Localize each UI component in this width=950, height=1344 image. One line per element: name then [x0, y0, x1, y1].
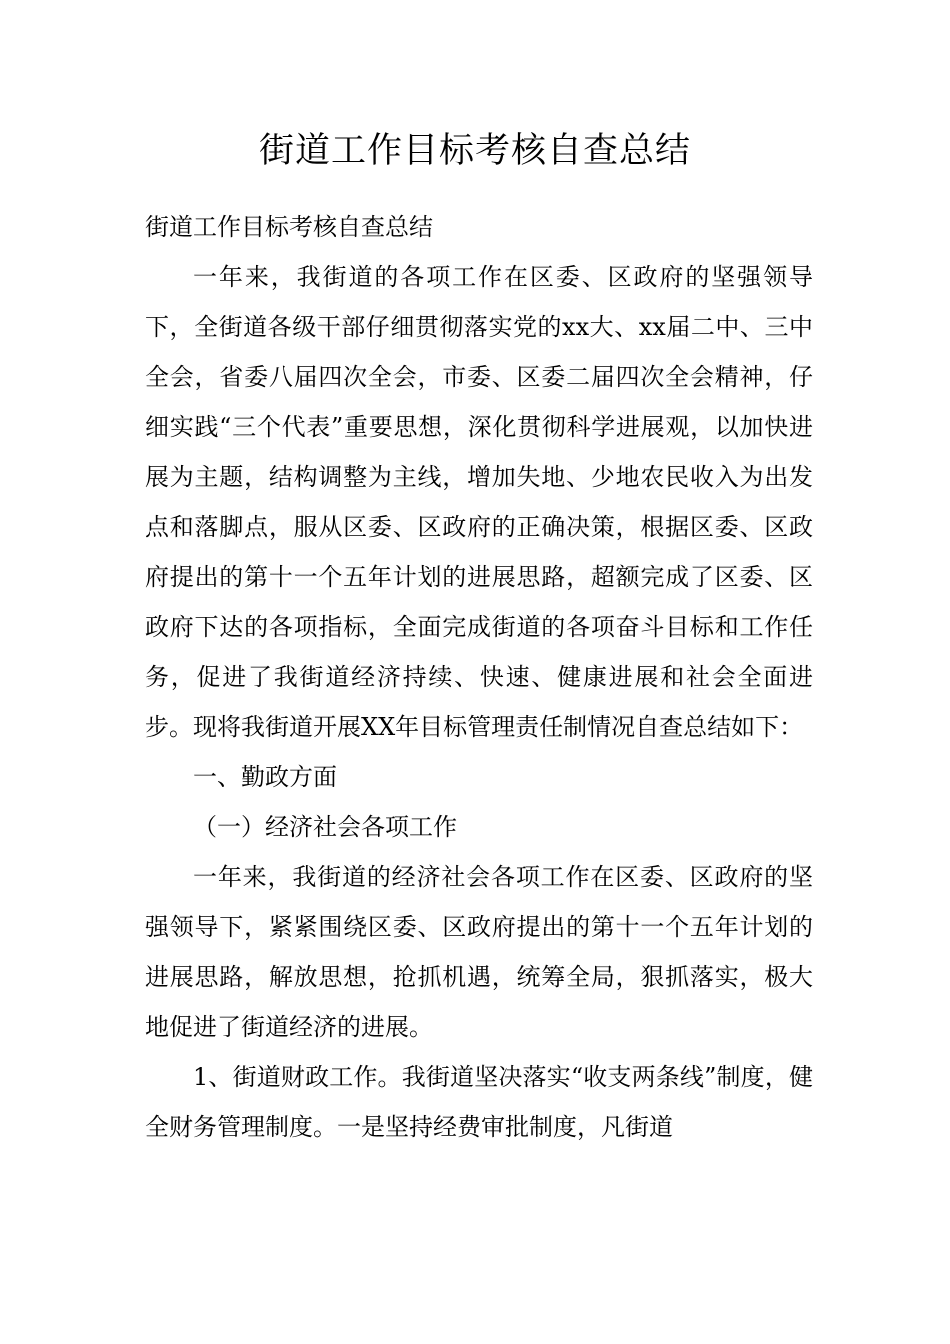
document-title: 街道工作目标考核自查总结: [258, 131, 691, 171]
intro-paragraph: 一年来，我街道的各项工作在区委、区政府的坚强领导下，全街道各级干部仔细贯彻落实党的xx大、xx届二中、三中全会，省委八届四次全会，市委、区委二届四次全会精神，仔细实践“三个代表”重要思想，深化贯彻科学进展观，以加快进展为主题，结构调整为主线，增加失地、少地农民收入为出发点和落脚点，服从区委、区政府的正确决策，根据区委、区政府提出的第十一个五年计划的进展思路，超额完成了区委、区政府下达的各项指标，全面完成街道的各项奋斗目标和工作任务，促进了我街道经济持续、快速、健康进展和社会全面进步。现将我街道开展XX年目标管理责任制情况自查总结如下：: [145, 263, 813, 741]
economy-paragraph: 一年来，我街道的经济社会各项工作在区委、区政府的坚强领导下，紧紧围绕区委、区政府提出的第十一个五年计划的进展思路，解放思想，抢抓机遇，统筹全局，狠抓落实，极大地促进了街道经济的进展。: [145, 863, 813, 1041]
section-heading: 一、勤政方面: [193, 763, 337, 791]
subtitle-paragraph: 街道工作目标考核自查总结: [145, 213, 433, 241]
subsection-heading: （一）经济社会各项工作: [193, 813, 457, 841]
document-body: [145, 202, 813, 1152]
finance-paragraph: 1、街道财政工作。我街道坚决落实“收支两条线”制度，健全财务管理制度。一是坚持经费审批制度，凡街道: [145, 1063, 813, 1141]
